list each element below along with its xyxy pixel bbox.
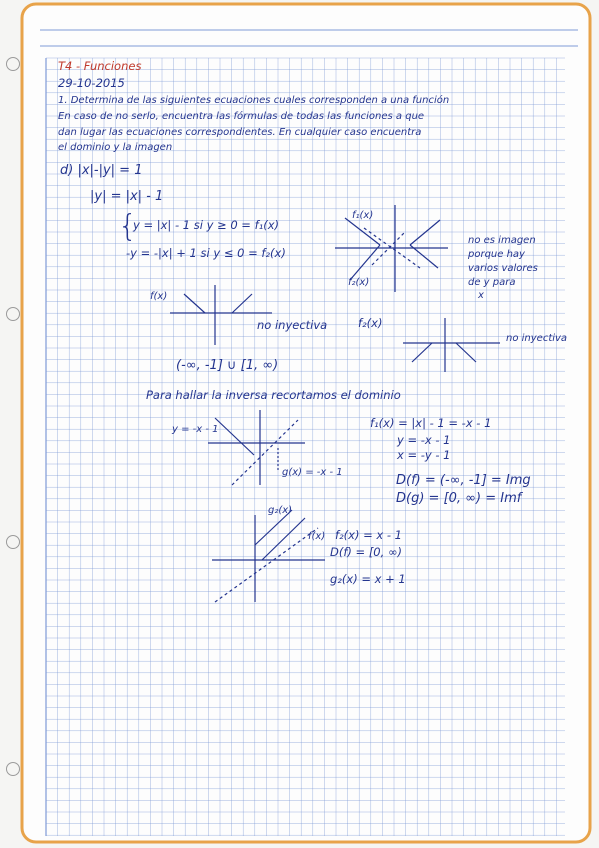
graph-4-line-label: y = -x - 1 [172,424,219,435]
inverse-calc-line: x = -y - 1 [397,448,451,462]
graph-5-f-label: f(x) [308,531,326,542]
statement-line: dan lugar las ecuaciones correspondientes. En cualquier caso encuentra [58,127,422,138]
binder-hole [6,307,20,321]
note-line: x [478,290,484,301]
graph-1-label-f1: f₁(x) [352,210,374,221]
no-injective-label: no inyectiva [257,318,328,332]
graph-5-g2-label: g₂(x) [268,505,293,516]
domain-line: D(g) = [0, ∞) = Imf [396,491,522,506]
note-line: no es imagen [468,235,536,246]
step-1: |y| = |x| - 1 [90,189,164,204]
date: 29-10-2015 [58,76,125,90]
domain-union: (-∞, -1] ∪ [1, ∞) [176,358,279,373]
graph-2-label: f(x) [150,291,168,302]
case-line: -y = -|x| + 1 si y ≤ 0 = f₂(x) [126,246,286,260]
case-brace: { [118,209,138,244]
final-line: D(f) = [0, ∞) [330,545,403,559]
case-line: y = |x| - 1 si y ≥ 0 = f₁(x) [133,218,280,232]
binder-hole [6,57,20,71]
statement-line: el dominio y la imagen [58,142,173,153]
note-line: porque hay [468,249,525,260]
statement-line: 1. Determina de las siguientes ecuaciones cuales corresponden a una función [58,95,450,106]
unit-label: T4 - Funciones [58,59,142,73]
final-line: g₂(x) = x + 1 [330,572,406,586]
inverse-heading: Para hallar la inversa recortamos el dominio [146,388,401,402]
no-injective-label: no inyectiva [506,333,568,344]
graph-3-sketch [403,318,500,372]
inverse-calc-line: y = -x - 1 [397,433,451,447]
graph-5-sketch [212,510,325,602]
graph-2-sketch [170,285,272,345]
binder-hole [6,535,20,549]
note-line: varios valores [468,263,538,274]
graph-3-label: f₂(x) [358,316,383,330]
domain-line: D(f) = (-∞, -1] = Img [396,473,531,488]
part-d-equation: d) |x|-|y| = 1 [60,163,143,178]
statement-line: En caso de no serlo, encuentra las fórmulas de todas las funciones a que [58,111,425,122]
note-line: de y para [468,277,516,288]
binder-hole [6,762,20,776]
graph-1-label-f2: f₂(x) [348,277,370,288]
graph-4-g-label: g(x) = -x - 1 [282,467,343,478]
inverse-calc-line: f₁(x) = |x| - 1 = -x - 1 [370,416,492,430]
final-line: f₂(x) = x - 1 [335,528,402,542]
